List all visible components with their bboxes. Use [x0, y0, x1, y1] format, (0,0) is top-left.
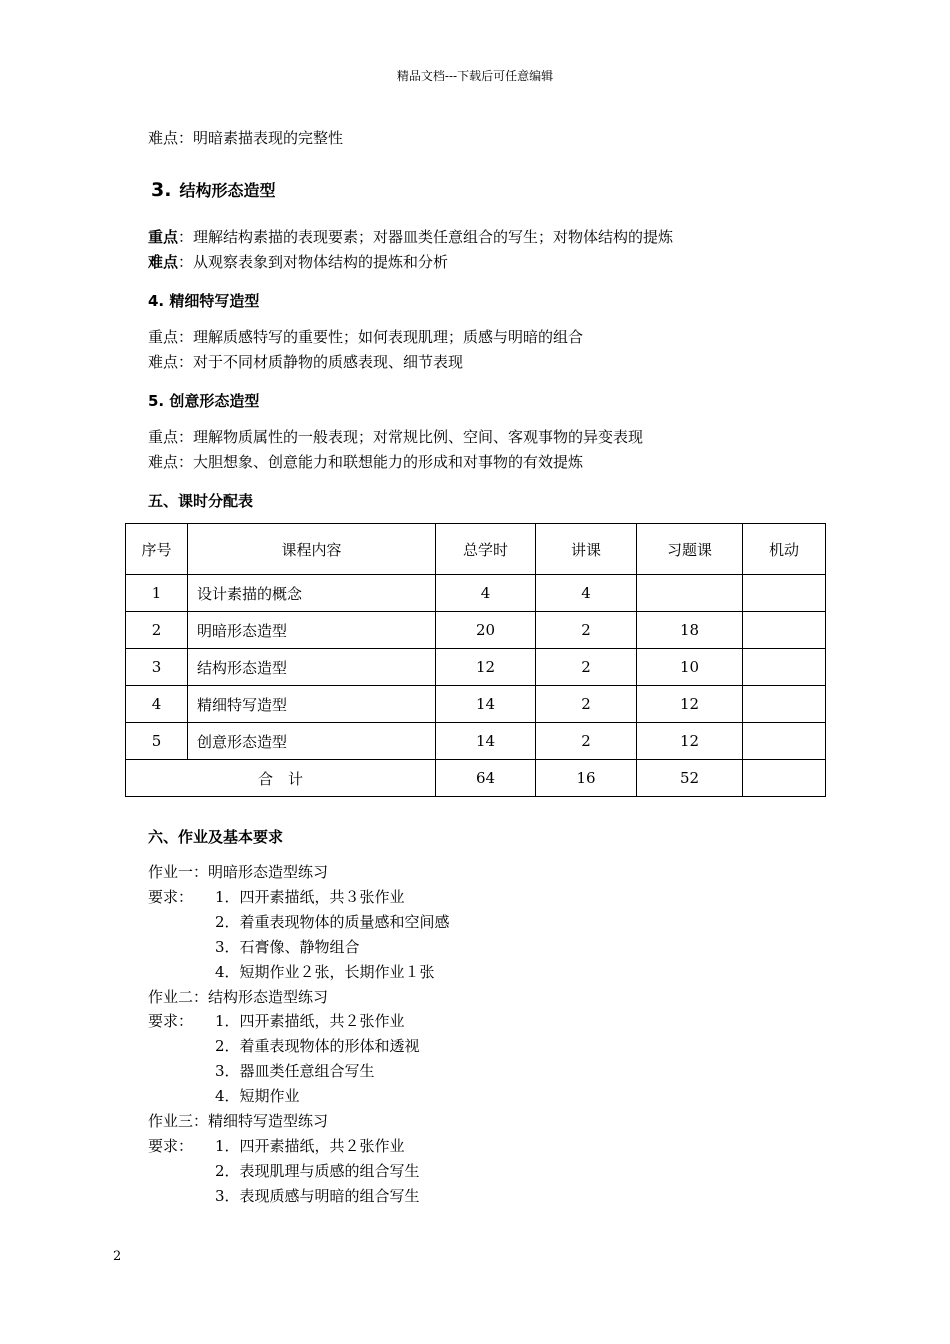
table-cell: 2: [126, 612, 188, 649]
requirement-item: 3．器皿类任意组合写生: [215, 1062, 375, 1080]
table-cell: 3: [126, 649, 188, 686]
table-cell: 2: [536, 723, 637, 760]
table-row: [126, 612, 826, 649]
section3-key-label: 重点: [148, 228, 179, 246]
table-cell: [637, 575, 743, 612]
requirement-item: 3．表现质感与明暗的组合写生: [215, 1187, 420, 1205]
section5-key-point: 重点：理解物质属性的一般表现；对常规比例、空间、客观事物的异变表现: [148, 428, 644, 446]
table-cell: 4: [126, 686, 188, 723]
header-cell: 课程内容: [188, 524, 436, 575]
header-cell: 习题课: [637, 524, 743, 575]
table-cell: 20: [436, 612, 536, 649]
section3-key-point: [148, 228, 673, 246]
header-cell: 机动: [743, 524, 826, 575]
table-cell: 结构形态造型: [188, 649, 436, 686]
table-cell: 创意形态造型: [188, 723, 436, 760]
table-cell: [743, 612, 826, 649]
homework-title: 作业二：结构形态造型练习: [148, 988, 329, 1006]
table-cell: 12: [637, 686, 743, 723]
table-cell: [743, 723, 826, 760]
table-cell: 2: [536, 686, 637, 723]
total-label-cell: 合 计: [126, 760, 436, 797]
requirement-label: 要求：: [148, 1012, 194, 1030]
requirement-label: 要求：: [148, 1137, 194, 1155]
table-row: [126, 723, 826, 760]
section3-difficulty: [148, 253, 448, 271]
table-cell: [743, 686, 826, 723]
table-cell: 14: [436, 723, 536, 760]
page-number: 2: [113, 1249, 122, 1264]
requirement-item: 2．着重表现物体的质量感和空间感: [215, 913, 450, 931]
section4-heading: 4. 精细特写造型: [148, 292, 260, 310]
page-header: 精品文档---下载后可任意编辑: [396, 69, 554, 83]
section3-key-text: ：理解结构素描的表现要素；对器皿类任意组合的写生；对物体结构的提炼: [178, 228, 674, 246]
homework-heading: 六、作业及基本要求: [148, 828, 284, 846]
table-cell: 10: [637, 649, 743, 686]
section5-heading: 5. 创意形态造型: [148, 392, 260, 410]
table-cell: 64: [436, 760, 536, 797]
table-cell: 18: [637, 612, 743, 649]
table-total-row: [126, 760, 826, 797]
table-row: [126, 575, 826, 612]
table-cell: 精细特写造型: [188, 686, 436, 723]
table-row: [126, 649, 826, 686]
section3-heading: [151, 178, 275, 201]
table-cell: 14: [436, 686, 536, 723]
section4-difficulty: 难点：对于不同材质静物的质感表现、细节表现: [148, 353, 464, 371]
table-cell: 明暗形态造型: [188, 612, 436, 649]
section3-diff-text: ：从观察表象到对物体结构的提炼和分析: [178, 253, 449, 271]
table-cell: 2: [536, 649, 637, 686]
requirement-item: 2．着重表现物体的形体和透视: [215, 1037, 420, 1055]
header-cell: 讲课: [536, 524, 637, 575]
table-header-row: [126, 524, 826, 575]
table-cell: 4: [436, 575, 536, 612]
header-cell: 序号: [126, 524, 188, 575]
requirement-item: 4．短期作业２张，长期作业１张: [215, 963, 435, 981]
table-cell: 12: [637, 723, 743, 760]
requirement-item: 1．四开素描纸，共２张作业: [215, 1137, 405, 1155]
requirement-item: 4．短期作业: [215, 1087, 300, 1105]
requirement-label: 要求：: [148, 888, 194, 906]
table-cell: 4: [536, 575, 637, 612]
section3-number: 3.: [151, 179, 172, 201]
table-cell: 1: [126, 575, 188, 612]
table-cell: 12: [436, 649, 536, 686]
table-cell: [743, 649, 826, 686]
section3-title: 结构形态造型: [179, 181, 276, 200]
requirement-item: 3．石膏像、静物组合: [215, 938, 360, 956]
table-cell: 52: [637, 760, 743, 797]
table-cell: 2: [536, 612, 637, 649]
table-cell: 16: [536, 760, 637, 797]
table-title: 五、课时分配表: [148, 492, 254, 510]
header-cell: 总学时: [436, 524, 536, 575]
section2-difficulty: 难点：明暗素描表现的完整性: [148, 129, 344, 147]
homework-title: 作业一：明暗形态造型练习: [148, 863, 329, 881]
table-cell: 设计素描的概念: [188, 575, 436, 612]
requirement-item: 1．四开素描纸，共３张作业: [215, 888, 405, 906]
table-cell: [743, 760, 826, 797]
table-cell: [743, 575, 826, 612]
requirement-item: 2．表现肌理与质感的组合写生: [215, 1162, 420, 1180]
section3-diff-label: 难点: [148, 253, 179, 271]
section4-key-point: 重点：理解质感特写的重要性；如何表现肌理；质感与明暗的组合: [148, 328, 584, 346]
requirement-item: 1．四开素描纸，共２张作业: [215, 1012, 405, 1030]
homework-title: 作业三：精细特写造型练习: [148, 1112, 329, 1130]
table-cell: 5: [126, 723, 188, 760]
section5-difficulty: 难点：大胆想象、创意能力和联想能力的形成和对事物的有效提炼: [148, 453, 584, 471]
schedule-table: [125, 523, 826, 797]
table-row: [126, 686, 826, 723]
